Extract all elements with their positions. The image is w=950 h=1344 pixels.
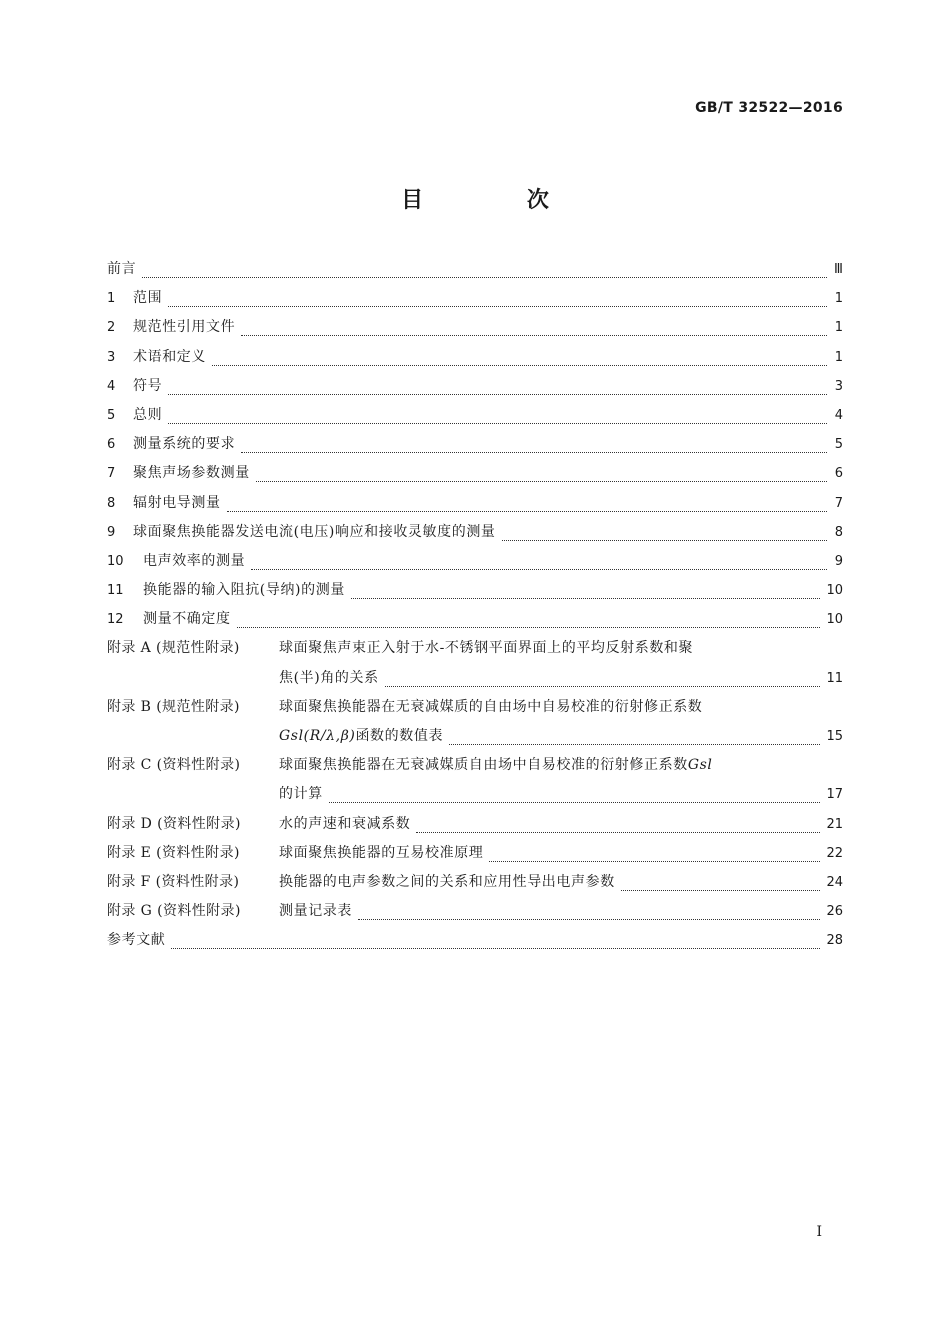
toc-entry-title: 球面聚焦换能器在无衰减媒质的自由场中自易校准的衍射修正系数 (279, 698, 703, 715)
toc-entry-title: 球面聚焦换能器发送电流(电压)响应和接收灵敏度的测量 (133, 523, 496, 540)
toc-entry-title: 符号 (133, 377, 163, 394)
toc-entry-page: 24 (826, 874, 843, 890)
toc-entry-page: 15 (826, 729, 843, 744)
leader-dots (449, 736, 820, 745)
toc-entry-title: 规范性引用文件 (133, 319, 236, 336)
leader-dots (351, 590, 821, 599)
leader-dots (358, 911, 820, 920)
leader-dots (241, 444, 827, 453)
toc-entry-title: 水的声速和衰减系数 (279, 815, 411, 832)
leader-dots (168, 386, 827, 395)
toc-entry-title-continued: 焦(半)角的关系 (279, 669, 379, 686)
toc-entry-page: 9 (834, 553, 843, 569)
annex-label: 附录 D (资料性附录) (107, 815, 241, 832)
standard-code: GB/T 32522—2016 (695, 100, 843, 116)
toc-entry-title-continued: 的计算 (279, 786, 323, 803)
toc-entry-page: 8 (834, 524, 843, 540)
annex-label: 附录 C (资料性附录) (107, 757, 241, 774)
leader-dots (251, 561, 827, 570)
toc-entry-number: 12 (107, 612, 124, 628)
toc-entry-number: 11 (107, 583, 124, 599)
annex-label: 附录 G (资料性附录) (107, 903, 241, 920)
toc-entry-section-7[interactable] (107, 462, 843, 491)
annex-label: 附录 B (规范性附录) (107, 698, 240, 715)
toc-entry-title: 球面聚焦换能器在无衰减媒质自由场中自易校准的衍射修正系数 (279, 757, 688, 774)
toc-entry-references[interactable] (107, 929, 843, 958)
diffraction-coefficient-symbol: Gsl (687, 757, 713, 774)
leader-dots (241, 327, 827, 336)
leader-dots (502, 532, 827, 541)
toc-entry-annex-c-continued[interactable] (107, 783, 843, 812)
toc-entry-number: 1 (107, 291, 116, 307)
leader-dots (385, 678, 821, 687)
toc-entry-annex-a-continued[interactable] (107, 667, 843, 696)
toc-entry-number: 6 (107, 437, 116, 453)
toc-entry-section-12[interactable] (107, 608, 843, 637)
toc-entry-number: 10 (107, 553, 124, 569)
toc-entry-page: Ⅲ (834, 262, 843, 277)
leader-dots (171, 940, 820, 949)
leader-dots (621, 882, 821, 891)
toc-entry-page: 6 (834, 466, 843, 482)
toc-entry-page: 28 (826, 933, 843, 949)
toc-entry-page: 21 (826, 816, 843, 832)
annex-label: 附录 A (规范性附录) (107, 640, 240, 657)
toc-entry-section-1[interactable] (107, 287, 843, 316)
toc-entry-title: 测量系统的要求 (133, 436, 236, 453)
toc-entry-title: 电声效率的测量 (143, 552, 246, 569)
toc-entry-page: 10 (826, 583, 843, 599)
leader-dots (256, 473, 827, 482)
toc-entry-number: 5 (107, 407, 116, 423)
toc-entry-title: 球面聚焦声束正入射于水-不锈钢平面界面上的平均反射系数和聚 (279, 640, 694, 657)
toc-entry-title: 聚焦声场参数测量 (133, 465, 250, 482)
toc-entry-section-4[interactable] (107, 375, 843, 404)
toc-entry-page: 22 (826, 845, 843, 861)
toc-entry-title: 球面聚焦换能器的互易校准原理 (279, 844, 484, 861)
toc-entry-page: 1 (834, 320, 843, 336)
toc-entry-page: 1 (834, 349, 843, 365)
toc-entry-title: 换能器的输入阻抗(导纳)的测量 (143, 582, 345, 599)
leader-dots (142, 269, 827, 278)
toc-entry-number: 9 (107, 524, 116, 540)
toc-entry-page: 4 (834, 407, 843, 423)
toc-entry-number: 8 (107, 495, 116, 511)
toc-entry-page: 10 (826, 612, 843, 628)
annex-label: 附录 E (资料性附录) (107, 844, 240, 861)
toc-entry-number: 3 (107, 349, 116, 365)
toc-entry-annex-e[interactable] (107, 842, 843, 871)
toc-entry-section-8[interactable] (107, 492, 843, 521)
leader-dots (237, 619, 821, 628)
toc-entry-page: 7 (834, 495, 843, 511)
toc-entry-annex-d[interactable] (107, 813, 843, 842)
toc-entry-title: 测量记录表 (279, 903, 352, 920)
toc-entry-title: 辐射电导测量 (133, 494, 221, 511)
table-of-contents (107, 258, 843, 959)
toc-entry-page: 1 (834, 291, 843, 307)
toc-entry-page: 3 (834, 378, 843, 394)
toc-entry-number: 7 (107, 466, 116, 482)
toc-entry-title: 参考文献 (107, 932, 166, 949)
leader-dots (227, 503, 827, 512)
toc-entry-annex-c[interactable] (107, 754, 843, 783)
leader-dots (168, 415, 827, 424)
toc-entry-page: 5 (834, 437, 843, 453)
toc-entry-section-11[interactable] (107, 579, 843, 608)
toc-entry-preface[interactable] (107, 258, 843, 287)
toc-entry-annex-b[interactable] (107, 696, 843, 725)
toc-entry-annex-f[interactable] (107, 871, 843, 900)
toc-entry-section-6[interactable] (107, 433, 843, 462)
leader-dots (212, 357, 827, 366)
toc-entry-annex-a[interactable] (107, 637, 843, 666)
toc-entry-title: 换能器的电声参数之间的关系和应用性导出电声参数 (279, 873, 615, 890)
toc-entry-title: 范围 (133, 290, 163, 307)
toc-entry-section-5[interactable] (107, 404, 843, 433)
toc-entry-title: 总则 (133, 406, 163, 423)
toc-entry-section-3[interactable] (107, 346, 843, 375)
toc-entry-title: 前言 (107, 261, 137, 277)
footer-page-number: I (816, 1224, 822, 1240)
diffraction-coefficient-formula: Gsl(R/λ,β) (279, 728, 356, 744)
toc-entry-title: 测量不确定度 (143, 611, 231, 628)
toc-entry-page: 26 (826, 904, 843, 920)
toc-entry-annex-g[interactable] (107, 900, 843, 929)
toc-entry-page: 11 (826, 670, 843, 686)
toc-entry-section-9[interactable] (107, 521, 843, 550)
toc-entry-page: 17 (826, 787, 843, 803)
toc-entry-section-2[interactable] (107, 316, 843, 345)
toc-entry-title-continued: 函数的数值表 (355, 728, 444, 744)
toc-entry-number: 4 (107, 378, 116, 394)
annex-label: 附录 F (资料性附录) (107, 873, 240, 890)
toc-entry-section-10[interactable] (107, 550, 843, 579)
leader-dots (329, 794, 821, 803)
page-title: 目 次 (401, 188, 597, 213)
toc-entry-title: 术语和定义 (133, 348, 206, 365)
toc-entry-number: 2 (107, 320, 116, 336)
leader-dots (168, 298, 827, 307)
leader-dots (416, 824, 820, 833)
leader-dots (489, 853, 820, 862)
toc-entry-annex-b-continued[interactable] (107, 725, 843, 754)
